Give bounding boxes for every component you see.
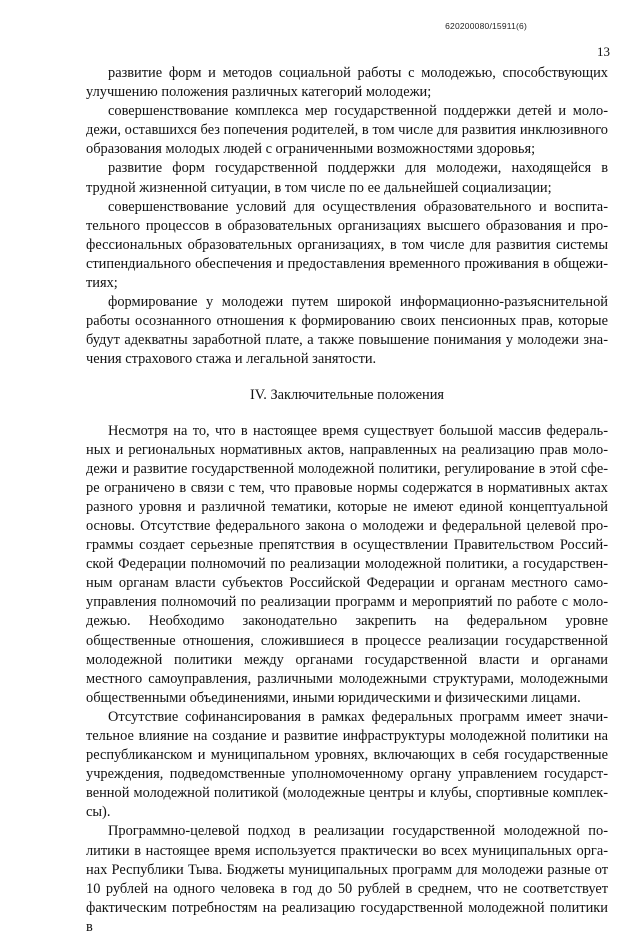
- paragraph: Отсутствие софинансирования в рамках федеральных программ имеет значительное влияние на создание и развитие инфраструктуры молодежной политики на республиканском и муниципальном уровнях, включающих в себя государственные учреждения, подведомственные уполномоченному органу управлением государственной молодежной политикой (молодежные центры и клубы, спортивные комплексы).: [86, 708, 608, 821]
- page-number: 13: [597, 44, 610, 59]
- document-body: [86, 64, 608, 937]
- list-item: развитие форм государственной поддержки для молодежи, находящейся в трудной жизненной ситуации, в том числе по ее дальнейшей социализации;: [86, 160, 608, 196]
- list-item: совершенствование условий для осуществления образовательного и воспитательного процессов в образовательных организациях высшего образования и профессиональных образовательных организациях, в том числе для развития системы стипендиального обеспечения и предоставления временного проживания в общежитиях;: [86, 198, 608, 292]
- list-item: развитие форм и методов социальной работы с молодежью, способствующих улучшению положения различных категорий молодежи;: [86, 65, 608, 101]
- list-item: совершенствование комплекса мер государственной поддержки детей и молодежи, оставшихся без попечения родителей, в том числе для развития инклюзивного образования молодых людей с ограниченными возможностями здоровья;: [86, 103, 608, 158]
- paragraph: Несмотря на то, что в настоящее время существует большой массив федеральных и региональных нормативных актов, направленных на реализацию прав молодежи и развитие государственной молодежной политики, регулирование в этой сфере ограничено в связи с тем, что правовые нормы содержатся в нормативных актах разного уровня и различной тематики, которые не имеют единой концептуальной основы. Отсутствие федерального закона о молодежи и федеральной целевой программы создает серьезные препятствия в осуществлении Правительством Российской Федерации полномочий по реализации молодежной политики, а государственным органам власти субъектов Российской Федерации и органам местного самоуправления полномочий по реализации программ и мероприятий по работе с молодежью. Необходимо законодательно закрепить на федеральном уровне общественные отношения, сложившиеся в процессе реализации государственной молодежной политики между органами государственной власти и органами местного самоуправления, различными молодежными структурами, молодежными общественными объединениями, иными юридическими и физическими лицами.: [86, 422, 608, 706]
- document-code: 620200080/15911(6): [445, 21, 527, 31]
- section-heading: IV. Заключительные положения: [249, 386, 445, 403]
- list-item: формирование у молодежи путем широкой информационно-разъяснительной работы осознанного отношения к формированию своих пенсионных прав, которые будут адекватны заработной плате, а также повышение понимания у молодежи значения страхового стажа и легальной занятости.: [86, 294, 608, 368]
- paragraph: Программно-целевой подход в реализации государственной молодежной политики в настоящее время используется практически во всех муниципальных органах Республики Тыва. Бюджеты муниципальных программ для молодежи разные от 10 рублей на одного человека в год до 50 рублей в среднем, что не соответствует фактическим потребностям на реализацию государственной молодежной политики в: [86, 823, 608, 935]
